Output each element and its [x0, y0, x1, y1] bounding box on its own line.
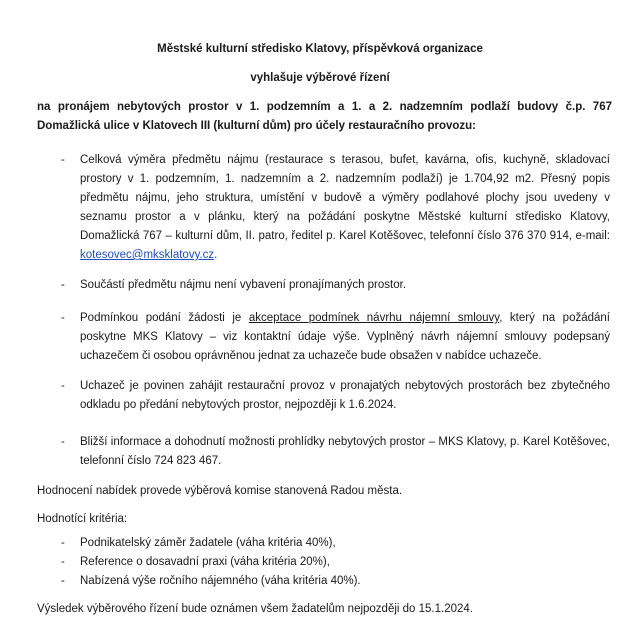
list-item-contact: [61, 433, 610, 471]
result-paragraph: Výsledek výběrového řízení bude oznámen všem žadatelům nejpozději do 15.1.2024.: [37, 603, 473, 615]
item-text-end: .: [214, 249, 218, 261]
bullet-dash: -: [61, 537, 65, 549]
item-text: Celková výměra předmětu nájmu (restaurace s terasou, bufet, kavárna, ofis, kuchyně, skladovací prostory v 1. podzemním, 1. nadzemním a 2. nadzemním podlaží) je 1.704,92 m2. Přesný popis předmětu nájmu, jeho struktura, umístění v budově a výměry podlahové plochy jsou uvedeny v seznamu prostor a v plánku, který na požádání poskytne Městské kulturní středisko Klatovy, Domažlická 767 – kulturní dům, II. patro, ředitel p. Karel Kotěšovec, telefonní číslo 376 370 914, e-mail:: [80, 154, 610, 242]
item-text-end: , který na požádání poskytne MKS Klatovy – viz kontaktní údaje výše. Vyplněný návrh nájemní smlouvy podepsaný uchazečem či osobou oprávněnou jednat za uchazeče bude obsažen v nabídce uchazeče.: [80, 312, 610, 362]
list-item-condition: [61, 309, 610, 366]
organization-heading: Městské kulturní středisko Klatovy, příspěvková organizace: [157, 43, 483, 55]
underlined-text: akceptace podmínek návrhu nájemní smlouvy: [248, 312, 500, 324]
criteria-text: Reference o dosavadní praxi (váha kritéria 20%),: [80, 556, 330, 568]
item-text: Podmínkou podání žádosti je: [80, 312, 249, 324]
list-item-obligation: [61, 377, 610, 415]
item-text: Součástí předmětu nájmu není vybavení pronajímaných prostor.: [80, 279, 407, 291]
item-text: Bližší informace a dohodnutí možnosti prohlídky nebytových prostor – MKS Klatovy, p. Karel Kotěšovec, telefonní číslo 724 823 467.: [80, 436, 610, 467]
criteria-text: Podnikatelský záměr žadatele (váha kritéria 40%),: [80, 537, 336, 549]
evaluation-paragraph: Hodnocení nabídek provede výběrová komise stanovená Radou města.: [37, 485, 403, 497]
email-link[interactable]: kotesovec@mksklatovy.cz: [80, 249, 215, 261]
bullet-dash: -: [61, 312, 65, 324]
bullet-dash: -: [61, 575, 65, 587]
item-text: Uchazeč je povinen zahájit restaurační provoz v pronajatých nebytových prostorách bez zbytečného odkladu po předání nebytových prostor, nejpozději k 1.6.2024.: [80, 380, 610, 411]
bullet-dash: -: [61, 380, 65, 392]
criteria-text: Nabízená výše ročního nájemného (váha kritéria 40%).: [80, 575, 361, 587]
bullet-dash: -: [61, 556, 65, 568]
bullet-dash: -: [61, 279, 65, 291]
bullet-dash: -: [61, 154, 65, 166]
bullet-dash: -: [61, 436, 65, 448]
subject-paragraph: na pronájem nebytových prostor v 1. podzemním a 1. a 2. nadzemním podlaží budovy č.p. 767 Domažlická ulice v Klatovech III (kulturní dům) pro účely restauračního provozu:: [37, 101, 612, 132]
list-item-equipment: [61, 276, 610, 295]
criteria-item: [61, 572, 610, 591]
list-item-area: [61, 151, 610, 265]
announcement-heading: vyhlašuje výběrové řízení: [250, 72, 390, 84]
criteria-title: Hodnotící kritéria:: [37, 513, 128, 525]
criteria-item: [61, 553, 610, 572]
criteria-item: [61, 534, 610, 553]
